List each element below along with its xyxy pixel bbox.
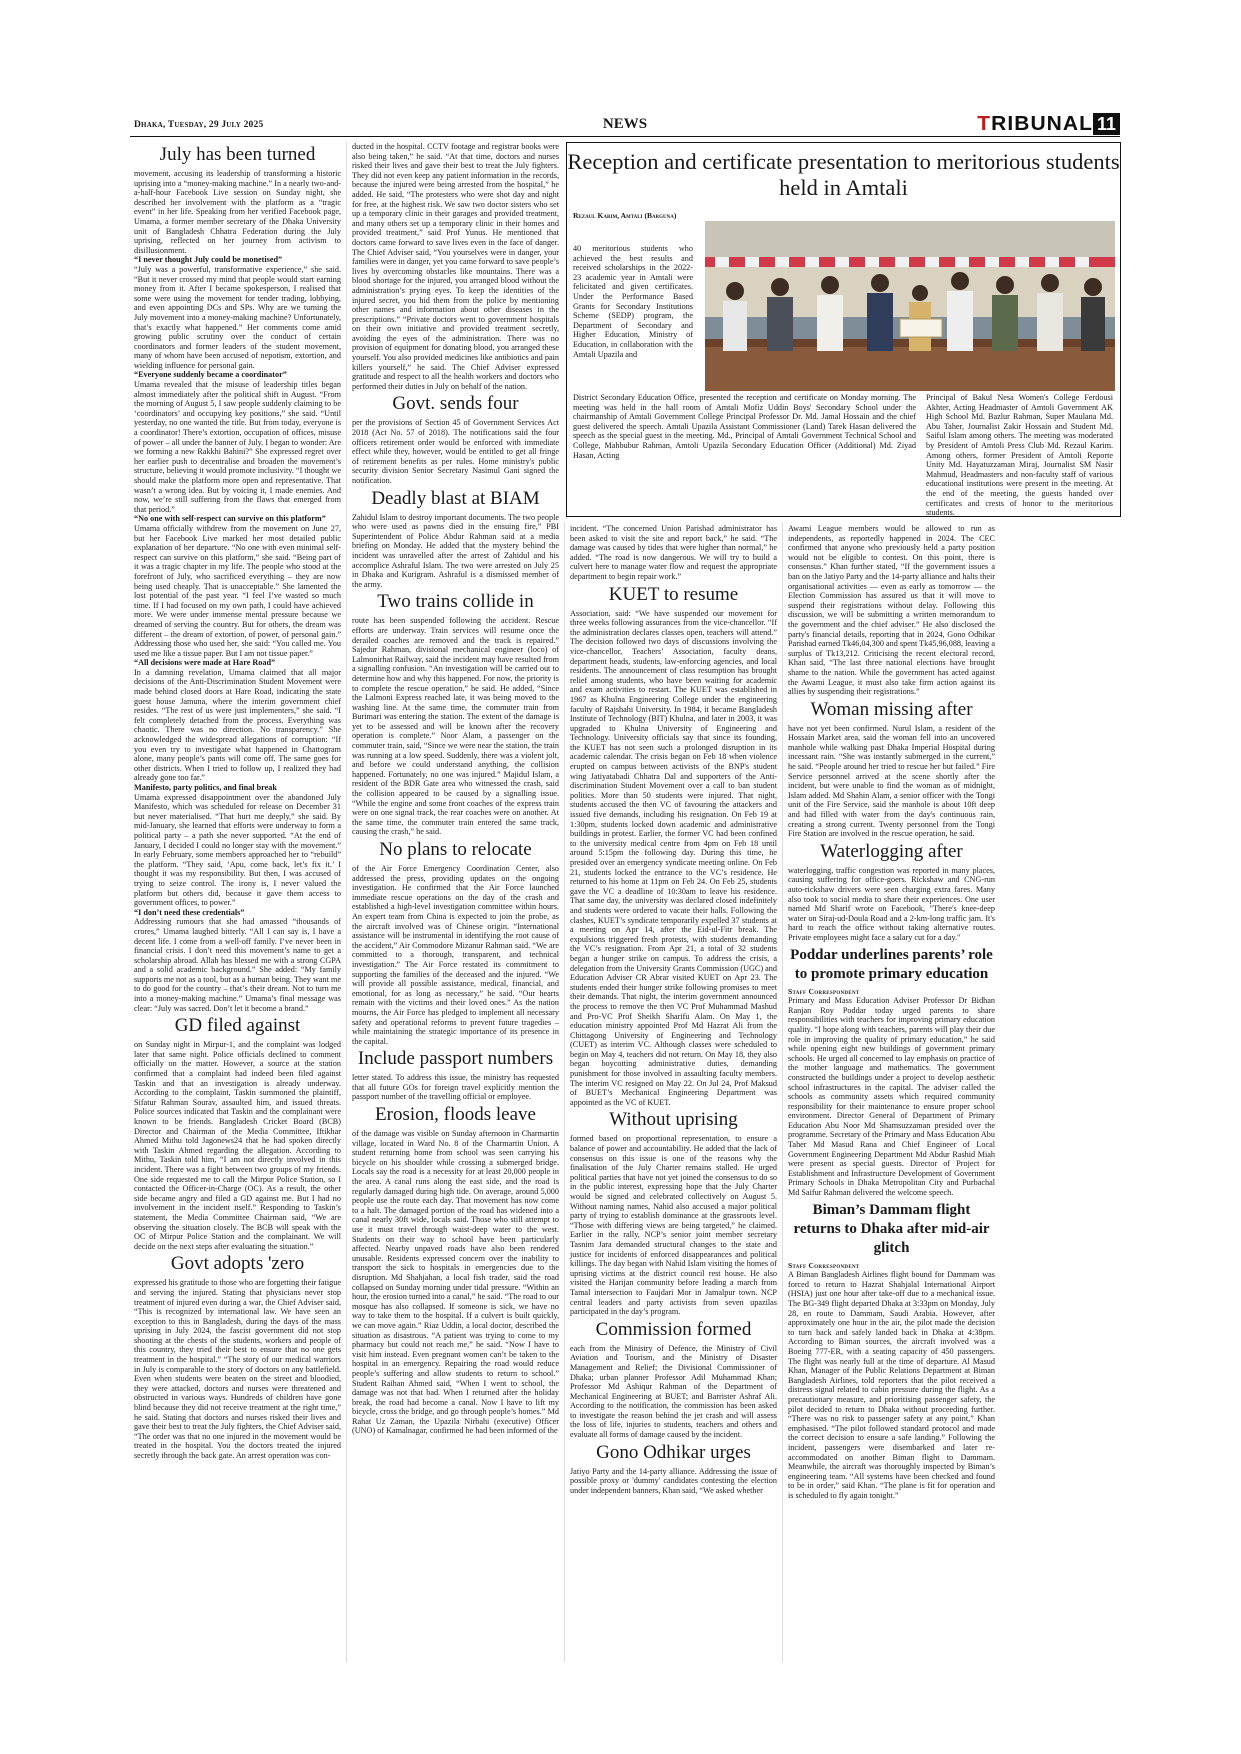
article-text: of the damage was visible on Sunday afternoon in Charmartin village, located in Ward No. 8 of the Charmartin Union. A student returning home from school was seen carrying his bicycle on his shoulder while crossing a submerged bridge. Locals say the road is a necessity for at least 20,000 people in the area. A canal runs along the east side, and the road is regularly damaged during high tide. On average, around 5,000 people use the route each day. That movement has now come to a halt. The damaged portion of the road has widened into a canal nearly 30ft wide, locals said. Those who still attempt to use it must travel through waist-deep water to the west. Students on their way to school have been particularly affected. Nearby unpaved roads have also been rendered unusable. Residents expressed concern over the inability to transport the sick to hospitals in emergencies due to the disruption. Md Shahjahan, a local fish trader, said the road collapsed on Sunday morning under tidal pressure. “Within an hour, the erosion turned into a canal,” he said. “The road to our mosque has also collapsed. If someone is sick, we have no way to take them to the hospital. If a culvert is built quickly, we can move again.” Riaz Uddin, a local doctor, described the situation as disastrous. “A patient was trying to come to my pharmacy but could not reach me,” he said. “Now I have to visit him instead. Even pregnant women can’t be taken to the hospital in an emergency. Repairing the road would reduce people’s suffering and allow students to return to school.” Student Raihan Ahmed said, “When I went to school, the damage was not that bad. When I returned after the holiday break, the road had become a canal. Now I have to lift my bicycle, cross the bridge, and go through people’s homes.” Md Rahat Uz Zaman, the Upazila Nirbahi (executive) Officer (UNO) of Kamalnagar, confirmed he had been informed of the (352, 1129, 559, 1436)
column-divider (346, 142, 347, 1662)
headline-commission-formed[interactable]: Commission formed (595, 1318, 752, 1340)
article-text: of the Air Force Emergency Coordination Center, also addressed the press, providing updates on the ongoing investigation. He confirmed that the Air Force launched immediate rescue operations on the day of the crash and established a high-level investigation committee within hours. An expert team from China is expected to join the probe, as the aircraft involved was of Chinese origin. “International assistance will be instrumental in identifying the root cause of the accident,” Air Commodore Mizanur Rahman said. “We are committed to a thorough, transparent, and technical investigation.” The Air Force restated its commitment to supporting the families of the deceased and the injured. “We will provide all possible assistance, medical, financial, and emotional, for as long as necessary,” he said. “Our hearts remain with the victims and their loved ones.” As the nation mourns, the Air Force has pledged to implement all necessary safety and operational reforms to prevent future tragedies – while maintaining the strategic importance of its presence in the capital. (352, 864, 559, 1046)
brand-logo (976, 112, 1120, 136)
article-text: Umama revealed that the misuse of leadership titles began almost immediately after the political shift in August. “From the morning of August 5, I saw people suddenly claiming to be ‘coordinators’ and occupying key positions,” she said. “Until yesterday, no one wanted the title. But from today, everyone is a coordinator! There’s extortion, occupation of offices, misuse of power – all under the banner of July. I began to wonder: Are we forming a new Rakkhi Bahini?” She expressed regret over her earlier push to decentralise and broaden the movement’s structure, believing it would promote inclusivity. “I thought we should make the platform more open and representative. That wasn’t a wrong idea. But by voicing it, I made enemies. And now, we’re still suffering from the flaws that emerged from that period.” (134, 380, 341, 514)
column-4 (788, 524, 995, 1500)
headline-govt-sends-four[interactable]: Govt. sends four (392, 393, 519, 415)
article-text: ducted in the hospital. CCTV footage and registrar books were also being taken,” he said. “At that time, doctors and nurses risked their lives and gave their best to treat the July fighters. They did not even keep any patient information in the records, because the injured were being arrested from the hospital,” he added. He said, “The protesters who were shot day and night for free, at the highest risk. We saw two doctor sisters who set up a temporary clinic in their garages and provided treatment, and many others set up a temporary clinic in their homes and provided treatment,” said Prof Yunus. He mentioned that doctors came forward to save lives even in the face of danger. The Chief Adviser said, “You yourselves were in danger, your families were in danger, yet you came forward to save people’s lives by overcoming obstacles like mountains. There was a blood shortage for the injured, you arranged blood without the administration’s prying eyes. To keep the identities of the injured secret, you hid them from the police by mentioning other names and information about other diseases in the prescriptions.” “Private doctors went to government hospitals on their own initiative and provided treatment secretly, avoiding the eyes of the administration. There was no provision of equipment for donating blood, you arranged these yourself. You also provided medicines like antibiotics and pain killers yourself,” he said. The Chief Adviser expressed gratitude and respect to all the health workers and doctors who performed their duties in July on behalf of the nation. (352, 142, 559, 391)
headline-kuet-resume[interactable]: KUET to resume (608, 583, 739, 605)
column-2 (352, 142, 559, 1436)
feature-text-continued: Principal of Bakul Nesa Women's College Ferdousi Akhter, Acting Headmaster of Amtoli Government AK High School Md. Bazlur Rahman, Super Maulana Md. Abu Taher, Journalist Zakir Hossain and Student Md. Saiful Islam among others. The meeting was moderated by President of Amtoli Press Club Md. Rezaul Karim. Among others, former President of Amtoli Reporte Unity Md. Hayatuzzaman Miraj, Journalist SM Nasir Mahmud, Headmasters and non-faculty staff of various educational institutions were present in the meeting. At the end of the meeting, the guests handed over certificates and crests of honor to the meritorious students. (926, 393, 1113, 518)
byline: Staff Correspondent (788, 1260, 860, 1270)
headline-woman-missing[interactable]: Woman missing after (810, 698, 973, 720)
section-title: NEWS (602, 116, 648, 132)
headline-biman-dammam[interactable]: Biman’s Dammam flight returns to Dhaka after mid-air glitch (793, 1201, 990, 1256)
article-text: incident. “The concerned Union Parishad administrator has been asked to visit the site and report back,” he said. “The damage was caused by tides that were higher than normal,” he added. “The road is now dangerous. We will try to build a culvert here to manage water flow and request the appropriate department to begin repair work.” (570, 524, 777, 581)
headline-erosion-floods[interactable]: Erosion, floods leave (375, 1104, 536, 1126)
feature-headline[interactable]: Reception and certificate presentation to meritorious students held in Amtali (567, 149, 1120, 200)
feature-byline: Rezaul Karim, Amtali (Barguna) (573, 211, 677, 220)
column-divider (782, 522, 783, 1662)
article-text: Awami League members would be allowed to run as independents, as reportedly happened in 2024. The CEC confirmed that anyone who previously held a party position would not be eligible to contest. On this point, there is consensus.” Khan further stated, “If the government issues a ban on the Jatiyo Party and the 14-party alliance and halts their organisational activities — even as early as tomorrow — the Election Commission has assured us that it will move to suspend their registrations without delay. Following this discussion, we will be submitting a written memorandum to the government and the chief adviser.” He also disclosed the party's financial details, reporting that in 2024, Gono Odhikar Parishad earned Tk46,04,300 and spent Tk45,96,088, leaving a surplus of Tk13,212. Criticising the recent electoral record, Khan said, “The last three national elections have brought shame to the nation. While the government has acted against the Awami League, it must also take firm action against its allies by suspending their registrations.” (788, 524, 995, 697)
masthead (130, 112, 1120, 137)
article-text: movement, accusing its leadership of transforming a historic uprising into a “money-making machine.” In a nearly two-and-a-half-hour Facebook Live session on Sunday night, she described her involvement with the platform as a “tragic event” in her life. Speaking from her verified Facebook page, Umama, a former member secretary of the Dhaka University unit of Bangladesh Chhatra Federation during the July uprising, reflected on her journey from activism to disillusionment. (134, 169, 341, 255)
article-text: Jatiyo Party and the 14-party alliance. Addressing the issue of possible proxy or 'dummy' candidates contesting the election under independent banners, Khan said, “We asked whether (570, 1466, 777, 1495)
article-text: Zahidul Islam to destroy important documents. The two people who were used as pawns died in the ensuing fire,” PBI Superintendent of Police Abdur Rahman said at a media briefing on Monday. He added that the mystery behind the incident was unravelled after the arrest of Zahidul and his accomplice Ashraful Islam. The two were arrested on July 25 in Dhaka and Kurigram. Ashraful is a dismissed member of the army. (352, 512, 559, 589)
headline-blast-biam[interactable]: Deadly blast at BIAM (371, 487, 540, 509)
subhead: “No one with self-respect can survive on this platform” (134, 514, 326, 524)
page-number: 11 (1093, 113, 1120, 135)
article-text: route has been suspended following the accident. Rescue efforts are underway. Train services will resume once the derailed coaches are removed and the track is repaired.” Sajedur Rahman, divisional mechanical engineer (loco) of Lalmonirhat Railway, said the incident may have resulted from a signalling confusion. “An investigation will be carried out to determine how and why this happened. For now, the priority is to complete the rescue operation,” he said. He added, “Since the Lalmoni Express reached late, it was being moved to the washing line. At the same time, the commuter train from Burimari was entering the station. The extent of the damage is yet to be assessed and will be known after the recovery operation is complete.” Noor Alam, a passenger on the commuter train, said, “Since we were near the station, the train was running at a low speed. Suddenly, there was a violent jolt, and before we could understand anything, the collision happened. Fortunately, no one was injured.” Majidul Islam, a resident of the BDR Gate area who witnessed the crash, said the collision appeared to be caused by a signalling issue. “While the engine and some front coaches of the express train were on one signal track, the rear coaches were on another. At the same time, the commuter train entered the same track, causing the crash,” he said. (352, 616, 559, 837)
feature-story-box (566, 142, 1121, 517)
headline-gono-odhikar[interactable]: Gono Odhikar urges (596, 1441, 751, 1463)
headline-zero-tolerance[interactable]: Govt adopts 'zero (170, 1253, 305, 1275)
article-text: Umama expressed disappointment over the abandoned July Manifesto, which was scheduled for release on December 31 but never materialised. “That hurt me deeply,” she said. By mid-January, she learned that efforts were underway to form a political party – a path she never supported. “At the end of January, I decided I could no longer stay with the movement.” In early February, some members approached her to “rebuild” the platform. “They said, ‘Apu, come back, let’s fix it.’ I thought it was my responsibility. But then, I was accused of trying to seize control. The irony is, I never valued the platform but others did, because it gave them access to government offices, to power.” (134, 792, 341, 908)
feature-text-intro: 40 meritorious students who achieved the best results and received scholarships in the 2022-23 academic year in Amtali were felicitated and given certificates. Under the Performance Based Grants for Secondary Institutions Scheme (SEDP) program, the Department of Secondary and Higher Education, Ministry of Education, in collaboration with the Amtali Upazila and (573, 244, 693, 359)
article-text: letter stated. To address this issue, the ministry has requested that all future GOs for foreign travel explicitly mention the passport number of the travelling official or employee. (352, 1073, 559, 1102)
article-text: “July was a powerful, transformative experience,” she said. “But it never crossed my mind that people would start earning money from it. After I became spokesperson, I realised that some were using the movement for tender trading, lobbying, and even appointing DCs and SPs. Why are we turning the July movement into a money-making machine? Unfortunately, that’s exactly what happened.” Her comments come amid growing public scrutiny over the conduct of certain coordinators and former leaders of the student movement, many of whom have been accused of nepotism, extortion, and wielding influence for personal gain. (134, 264, 341, 370)
headline-waterlogging[interactable]: Waterlogging after (820, 840, 963, 862)
article-text: have not yet been confirmed. Nurul Islam, a resident of the Hossain Market area, said the woman fell into an uncovered manhole while walking past Dhaka Imperial Hospital during incessant rain. “She was instantly submerged in the current,” he said. “People around her tried to rescue her but failed.” Fire Service personnel arrived at the scene shortly after the incident, but were unable to find the woman as of midnight, Islam added. Md Shahin Alam, a senior officer with the Tongi unit of the Fire Service, said the manhole is about 10ft deep and had filled with water from the day's continuous rain, creating a strong current. Twenty personnel from the Tongi Fire Station are involved in the rescue operation, he said. (788, 723, 995, 839)
article-text: on Sunday night in Mirpur-1, and the complaint was lodged later that same night. Police officials declined to comment officially on the matter. However, a source at the station confirmed that a complaint had indeed been filed against Taskin and that an investigation is already underway. According to the complaint, Taskin summoned the plaintiff, Sifatur Rahman Sourav, assaulted him, and issued threats. Police sources indicated that Taskin and the complainant were known to be friends. Bangladesh Cricket Board (BCB) Director and Chairman of the Media Committee, Iftikhar Ahmed Mithu told Jagonews24 that he had spoken directly with Taskin Ahmed regarding the allegation. According to Mithu, Taskin told him, “I am not directly involved in this incident. There was a fight between two groups of my friends. One side requested me to call the Mirpur Police Station, so I contacted the Officer-in-Charge (OC). As a result, the other side became angry and filed a GD against me. But I had no involvement in the incident itself.” Responding to Taskin’s statement, the Media Committee Chairman said, “We are observing the situation closely. The BCB will speak with the OC of Mirpur Police Station and the complainant. We will decide on the next steps after evaluating the situation.” (134, 1040, 341, 1251)
headline-poddar[interactable]: Poddar underlines parents’ role to promote primary education (790, 946, 993, 982)
feature-text-main: District Secondary Education Office, presented the reception and certificate on Monday morning. The meeting was held in the hall room of Amtali Mofiz Uddin Boys' Secondary School under the chairmanship of Amtali Government College Principal Professor Dr. Md. Jamal Hossain and the chief guest delivered the speech. Amtali Upazila Assistant Commissioner (Land) Tarek Hasan delivered the speech as the special guest in the meeting. Md., Principal of Amtali Government Technical School and College, Mahbubur Rahman, Amtoli Upazila Secondary Education Officer (Additional) Md. Ziyad Hasan, Acting (573, 393, 916, 460)
article-text: formed based on proportional representation, to ensure a balance of power and accountability. He added that the lack of consensus on this issue is one of the reasons why the finalisation of the July Charter remains stalled. He urged political parties that have not yet joined the consensus to do so in the public interest, expressing hope that the July Charter would be signed and celebrated collectively on August 5. Without naming names, Nahid also accused a major political party of trying to establish dominance at the grassroots level. “Those with differing views are being targeted,” he claimed. Earlier in the rally, NCP’s senior joint member secretary Tasnim Jara demanded structural changes to the state and justice for incidents of enforced disappearances and political killings. The day began with Nahid Islam visiting the homes of uprising victims at the district council rest house. He also visited the Harijan community before leading a march from Tamal intersection to Faujdari Mor in Jamalpur town. NCP central leaders and party activists from seven upazilas participated in the day’s program. (570, 1134, 777, 1317)
event-photo (705, 221, 1115, 391)
article-text: expressed his gratitude to those who are forgetting their fatigue and serving the injured. Stating that physicians never stop treatment of injured even during a war, the Chief Adviser said, “This is recognized by international law. We have seen an exception to this in Bangladesh, during the days of the mass uprising in July 2024, the fascist government did not stop shooting at the chests of the students, workers and people of this country, they tried their best to ensure that no one gets treatment in the hospital.” “The story of our medical warriors in July is comparable to the story of doctors on any battlefield. Even when students were beaten on the street and bloodied, they were attacked, doctors and nurses were threatened and obstructed in various ways. Hundreds of children have gone blind because they did not receive treatment at the right time,” he said. Stating that doctors and nurses risked their lives and gave their best to treat the July fighters, the Chief Adviser said, “The order was that no one injured in the movement would be treated in the hospital. You the doctors treated the injured secretly through the back gate. An arrest operation was con- (134, 1278, 341, 1460)
headline-gd-filed[interactable]: GD filed against (174, 1015, 301, 1037)
byline: Staff Correspondent (788, 986, 860, 996)
subhead: “I never thought July could be monetised” (134, 255, 283, 265)
column-3 (570, 524, 777, 1495)
article-text: each from the Ministry of Defence, the Ministry of Civil Aviation and Tourism, and the Ministry of Disaster Management and Relief; the Divisional Commissioner of Dhaka; urban planner Professor Adil Muhammad Khan; Professor Md Ashiqur Rahman of the Department of Mechanical Engineering at BUET; and Barrister Ashraf Ali. According to the notification, the commission has been asked to investigate the reason behind the jet crash and will assess the loss of life, injuries to students, teachers and others and evaluate all forms of damage caused by the incident. (570, 1343, 777, 1440)
newspaper-page (130, 112, 1120, 1672)
headline-passport-numbers[interactable]: Include passport numbers (357, 1048, 554, 1070)
brand-wordmark: TRIBUNAL (976, 112, 1093, 135)
subhead: “Everyone suddenly became a coordinator” (134, 370, 287, 380)
column-1 (134, 142, 341, 1461)
article-text: A Biman Bangladesh Airlines flight bound for Dammam was forced to return to Hazrat Shahjalal International Airport (HSIA) just one hour after take-off due to a mechanical issue. The BG-349 flight departed Dhaka at 3:33pm on Monday, July 28, en route to Dammam, Saudi Arabia. However, after approximately one hour in the air, the pilot made the decision to turn back and safely landed back in Dhaka at 4:38pm. According to Biman sources, the aircraft involved was a Boeing 777-ER, with a seating capacity of 450 passengers. The flight was nearly full at the time of departure. Al Masud Khan, Manager of the Public Relations Department at Biman Bangladesh Airlines, told reporters that the pilot received a distress signal related to cabin pressure during the flight. As a precautionary measure, and prioritising passenger safety, the pilot decided to return to Dhaka without proceeding further. “There was no risk to passenger safety at any point,” Khan emphasised. “The pilot followed standard protocol and made the correct decision to ensure a safe landing.” Following the incident, passengers were disembarked and later re-accommodated on another Biman flight to Dammam. Meanwhile, the aircraft was thoroughly inspected by Biman’s engineering team. “All systems have been checked and found to be in order,” said Khan. “The plane is fit for operation and is scheduled to fly again tonight.” (788, 1270, 995, 1500)
article-text: In a damning revelation, Umama claimed that all major decisions of the Anti-Discrimination Student Movement were made behind closed doors at Hare Road, indicating the state guest house Jamuna, where the interim government chief resides. “The rest of us were just implementers,” she said. “I felt completely detached from the process. Everything was chaotic. There was no direction. No transparency.” She acknowledged the widespread allegations of corruption: “If you even try to investigate what happened in Chattogram alone, many people’s pants will come off. The same goes for other districts. When I tried to follow up, I realized they had already gone too far.” (134, 667, 341, 783)
headline-trains-collide[interactable]: Two trains collide in (377, 591, 534, 613)
column-divider (564, 522, 565, 1662)
headline-no-plans-relocate[interactable]: No plans to relocate (379, 839, 532, 860)
dateline: Dhaka, Tuesday, 29 July 2025 (134, 120, 264, 130)
article-text: waterlogging, traffic congestion was reported in many places, causing suffering for office-goers. Rickshaw and CNG-run auto-rickshaw drivers were seen charging extra fares. Many also took to social media to share their experiences. One user named Md Sharif wrote on Facebook, "There's knee-deep water on Siraj-ud-Doula Road and a 2-km-long traffic jam. It's hard to reach the office without taking alternative routes. Private employees might face a salary cut for a day." (788, 865, 995, 942)
article-text: Umama officially withdrew from the movement on June 27, but her Facebook Live marked her most detailed public explanation of her departure. “No one with even minimal self-respect can survive on this platform,” she said. “Being part of it was a tragic chapter in my life. The people who stood at the forefront of July, who sacrificed everything – they are now being used cheaply. That is unacceptable.” She lamented the lost potential of the past year. “I feel I’ve wasted so much time. If I had focused on my own path, I could have achieved more. We were under immense mental pressure because we dreamed of serving the country. But for others, the dream was different – the dream of extortion, of power, of personal gain.” Addressing those who used her, she said: “You called me. You used me like a tissue paper. But I am not tissue paper.” (134, 523, 341, 658)
article-text: per the provisions of Section 45 of Government Services Act 2018 (Act No. 57 of 2018). The notifications said the four officers retirement order would be enforced with immediate effect while they, however, would be entitled to get all fringe of retirement benefits as per rules. Home ministry's public security division Senior Secretary Nasimul Gani signed the notification. (352, 418, 559, 485)
article-text: Addressing rumours that she had amassed “thousands of crores,” Umama laughed bitterly. “All I can say is, I have a decent life. I come from a well-off family. I’ve never been in financial crisis. I don’t need this movement’s name to get a scholarship abroad. Allah has blessed me with a strong CGPA and a solid academic background.” She added: “My family supports me not as a tool, but as a human being. They want me to do good for the country – that’s their dream. Not to turn me into a money-making machine.” Umama’s final message was clear: “July was sacred. Don’t let it become a brand.” (134, 917, 341, 1013)
headline-without-uprising[interactable]: Without uprising (609, 1109, 738, 1131)
subhead: “I don’t need these credentials” (134, 907, 245, 917)
subhead: Manifesto, party politics, and final break (134, 783, 277, 792)
subhead: “All decisions were made at Hare Road” (134, 658, 276, 668)
article-text: Primary and Mass Education Adviser Professor Dr Bidhan Ranjan Roy Poddar today urged parents to share responsibilities with teachers for improving primary education quality. “I hope along with teachers, parents will play their due role in improving the quality of primary education,” he said while opening eight new buildings of government primary schools. He urged all concerned to lay emphasis on practice of the mother language and mathematics. The government constructed the buildings under a project to develop aesthetic school infrastructures in the capital. The adviser called the schools as community assets which required community responsibility for their maintenance to ensure proper school environment. Director General of Department of Primary Education Abu Noor Md Shamsuzzaman presided over the programme. Secretary of the Primary and Mass Education Abu Taher Md Masud Rana and Chief Engineer of Local Government Engineering Department Md Abdur Rashid Miah were present as special guests. Director of Project for Establishment and Infrastructure Development of Government Primary Schools in Dhaka Metropolitan City and Purbachal Md Saifur Rahman delivered the welcome speech. (788, 996, 995, 1198)
headline-july[interactable]: July has been turned (159, 144, 316, 165)
article-text: Association, said: “We have suspended our movement for three weeks following assurances from the vice-chancellor. “If the administration declares classes open, teachers will attend.” The decision followed two days of discussions involving the vice-chancellor, Teachers’ Association, faculty deans, department heads, students, law-enforcing agencies, and local residents. The announcement of class resumption has brought relief among students, who have been waiting for academic and exam activities to restart. The KUET was established in 1967 as Khulna Engineering College under the engineering faculty of Rajshahi University. In 1984, it became Bangladesh Institute of Technology (BIT) Khulna, and later in 2003, it was upgraded to Khulna University of Engineering and Technology. University officials say that since its founding, the KUET has not seen such a prolonged disruption in its academic calendar. The crisis began on Feb 18 when violence erupted on campus between activists of the BNP's student wing Jatiyatabadi Chhatra Dal and supporters of the Anti-discrimination Student Movement over a call to ban student politics. More than 50 students were injured. That night, students accused the then VC of favouring the attackers and issued five demands, including his resignation. On Feb 19 at 1:30pm, students locked down academic and administrative buildings in protest. Earlier, the former VC had been confined to the university medical centre from 4pm on Feb 18 until around 5:15pm the following day. During this time, he presided over an emergency syndicate meeting online. On Feb 21, students locked the entrance to the VC’s residence. He returned to his home at 11pm on Feb 24. On Feb 25, students gave the VC a deadline of 10:30am to leave his residence. That same day, the university was declared closed indefinitely and students were ordered to vacate their halls. Following the clashes, KUET’s syndicate temporarily expelled 37 students at a meeting on Apr 14, after the Eid-ul-Fitr break. The expulsions triggered fresh protests, with students demanding the VC’s resignation. From Apr 21, a total of 32 students began a hunger strike on campus. To address the crisis, a delegation from the University Grants Commission (UGC) and Education Adviser CR Abrar visited KUET on Apr 23. The students ended their hunger strike following promises to meet their demands. That night, the interim government announced the process to remove the then VC Prof Muhammad Mashud and Pro-VC Prof Sheikh Sharifu Alam. On May 1, the education ministry appointed Prof Md Hazrat Ali from the Chittagong University of Engineering and Technology (CUET) as interim VC. Although classes were scheduled to begin on May 4, teachers did not return. On May 18, they also began boycotting administrative duties, demanding punishment for those involved in assaulting faculty members. The interim VC resigned on May 22. On Jul 24, Prof Maksud of BUET’s Mechanical Engineering Department was appointed as the VC of KUET. (570, 608, 777, 1107)
